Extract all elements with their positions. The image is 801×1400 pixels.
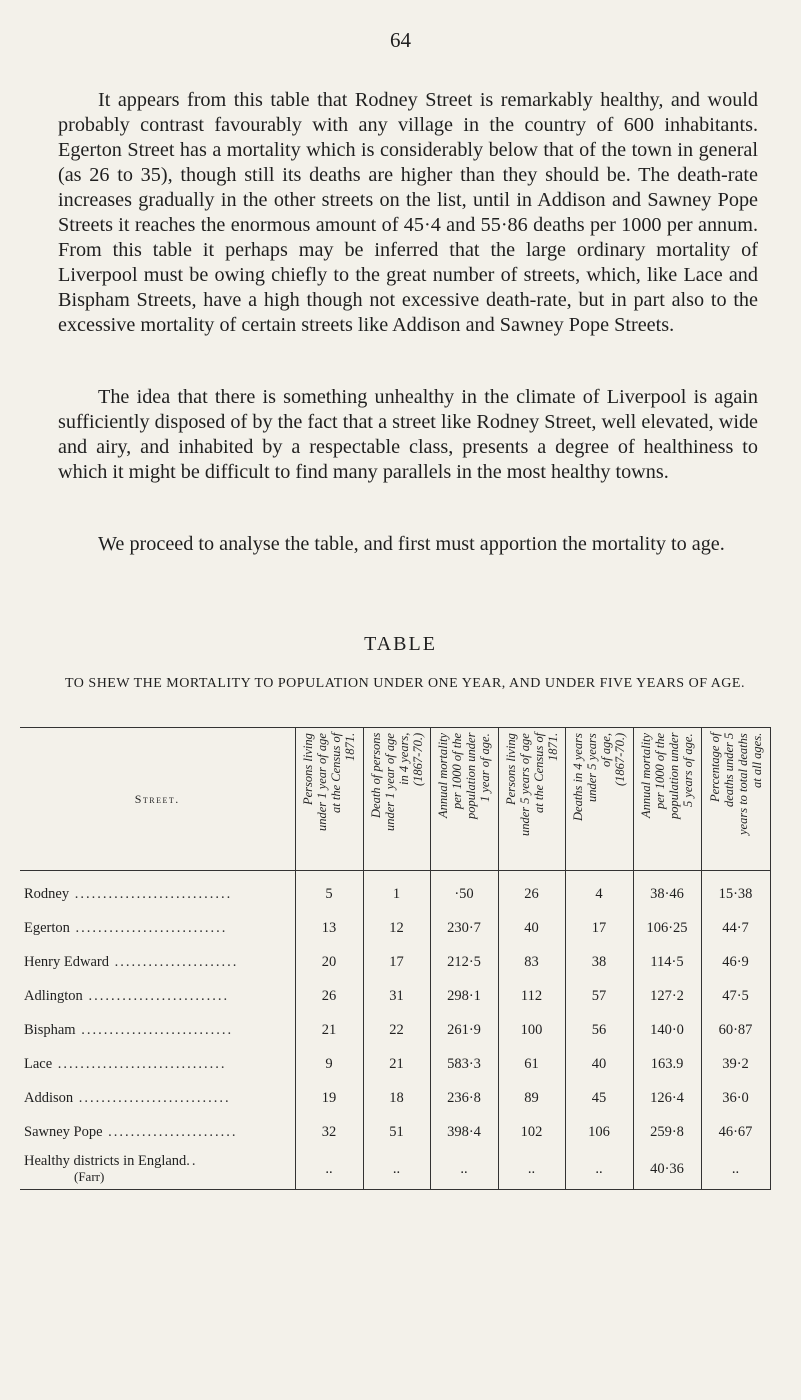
value-cell: 15·38 xyxy=(701,871,770,912)
value-cell: 44·7 xyxy=(701,911,770,945)
value-cell: 46·9 xyxy=(701,945,770,979)
value-cell: 102 xyxy=(498,1115,565,1149)
table-row xyxy=(20,1013,770,1047)
column-header-1: Persons living under 1 year of age at the Census of 1871. xyxy=(295,728,363,871)
value-cell: 398·4 xyxy=(430,1115,498,1149)
street-name-cell: Rodney ............................ xyxy=(24,885,233,902)
value-cell: 212·5 xyxy=(430,945,498,979)
value-cell: 100 xyxy=(498,1013,565,1047)
paragraph-2: The idea that there is something unhealthy in the climate of Liverpool is again sufficiently disposed of by the fact that a street like Rodney Street, well elevated, wide and airy, and inhabited by a respectable class, presents a degree of healthiness to which it might be difficult to find many parallels in the most healthy towns. xyxy=(58,386,758,483)
table-body xyxy=(20,871,770,1190)
street-name-cell: Sawney Pope ....................... xyxy=(24,1123,238,1140)
source-note: (Farr) xyxy=(74,1169,105,1184)
value-cell: 31 xyxy=(363,979,430,1013)
value-cell: .. xyxy=(498,1149,565,1190)
value-cell: 5 xyxy=(295,871,363,912)
value-cell: 22 xyxy=(363,1013,430,1047)
column-header-7: Percentage of deaths under 5 years to total deaths at all ages. xyxy=(701,728,770,871)
value-cell: 26 xyxy=(295,979,363,1013)
table-row xyxy=(20,979,770,1013)
value-cell: 40 xyxy=(498,911,565,945)
value-cell: 26 xyxy=(498,871,565,912)
value-cell: 38·46 xyxy=(633,871,701,912)
value-cell: 60·87 xyxy=(701,1013,770,1047)
value-cell: 40 xyxy=(565,1047,633,1081)
value-cell: 18 xyxy=(363,1081,430,1115)
value-cell: 112 xyxy=(498,979,565,1013)
value-cell: 39·2 xyxy=(701,1047,770,1081)
value-cell: 47·5 xyxy=(701,979,770,1013)
value-cell: 83 xyxy=(498,945,565,979)
value-cell: 261·9 xyxy=(430,1013,498,1047)
table-row xyxy=(20,945,770,979)
value-cell: 9 xyxy=(295,1047,363,1081)
value-cell: 57 xyxy=(565,979,633,1013)
value-cell: .. xyxy=(363,1149,430,1190)
value-cell: .. xyxy=(430,1149,498,1190)
value-cell: 19 xyxy=(295,1081,363,1115)
value-cell: 21 xyxy=(363,1047,430,1081)
value-cell: 17 xyxy=(565,911,633,945)
value-cell: 13 xyxy=(295,911,363,945)
value-cell: 38 xyxy=(565,945,633,979)
value-cell: 127·2 xyxy=(633,979,701,1013)
column-header-6: Annual mortality per 1000 of the population under 5 years of age. xyxy=(633,728,701,871)
table-row-healthy-districts xyxy=(20,1149,770,1190)
street-name-cell: Egerton ........................... xyxy=(24,919,228,936)
paragraph-1: It appears from this table that Rodney Street is remarkably healthy, and would probably contrast favourably with any village in the country of 600 inhabitants. Egerton Street has a mortality which is considerably below that of the town in general (as 26 to 35), though still its deaths are higher than they should be. The death-rate increases gradually in the other streets on the list, until in Addison and Sawney Pope Streets it reaches the enormous amount of 45·4 and 55·86 deaths per 1000 per annum. From this table it perhaps may be inferred that the large ordinary mortality of Liverpool must be owing chiefly to the great number of streets, which, like Lace and Bispham Streets, have a high though not excessive death-rate, but in part also to the excessive mortality of certain streets like Addison and Sawney Pope Streets. xyxy=(58,89,758,336)
value-cell: .. xyxy=(565,1149,633,1190)
value-cell: .. xyxy=(295,1149,363,1190)
street-name-cell: Healthy districts in England.. (Farr) xyxy=(20,1149,295,1190)
value-cell: 56 xyxy=(565,1013,633,1047)
value-cell: 114·5 xyxy=(633,945,701,979)
street-column-header: Street. xyxy=(20,728,295,871)
value-cell: 236·8 xyxy=(430,1081,498,1115)
value-cell: 51 xyxy=(363,1115,430,1149)
street-name-cell: Lace .............................. xyxy=(24,1055,227,1072)
column-header-2: Death of persons under 1 year of age in 4 years, (1867-70.) xyxy=(363,728,430,871)
column-header-3: Annual mortality per 1000 of the population under 1 year of age. xyxy=(430,728,498,871)
value-cell: 12 xyxy=(363,911,430,945)
value-cell: 106 xyxy=(565,1115,633,1149)
column-header-4: Persons living under 5 years of age at the Census of 1871. xyxy=(498,728,565,871)
value-cell: 46·67 xyxy=(701,1115,770,1149)
street-name-cell: Addison ........................... xyxy=(24,1089,231,1106)
value-cell: 259·8 xyxy=(633,1115,701,1149)
value-cell: 4 xyxy=(565,871,633,912)
value-cell: 298·1 xyxy=(430,979,498,1013)
value-cell: 40·36 xyxy=(633,1149,701,1190)
street-name-cell: Adlington ......................... xyxy=(24,987,230,1004)
value-cell: 1 xyxy=(363,871,430,912)
value-cell: 45 xyxy=(565,1081,633,1115)
paragraph-3: We proceed to analyse the table, and first must apportion the mortality to age. xyxy=(98,533,725,555)
value-cell: 126·4 xyxy=(633,1081,701,1115)
table-header-row xyxy=(20,728,770,871)
table-caption: TO SHEW THE MORTALITY TO POPULATION UNDER ONE YEAR, AND UNDER FIVE YEARS OF AGE. xyxy=(65,676,745,691)
value-cell: 89 xyxy=(498,1081,565,1115)
street-name-cell: Bispham ........................... xyxy=(24,1021,234,1038)
table-row xyxy=(20,871,770,912)
value-cell: ·50 xyxy=(430,871,498,912)
value-cell: 140·0 xyxy=(633,1013,701,1047)
column-header-5: Deaths in 4 years under 5 years of age, (1867-70.) xyxy=(565,728,633,871)
value-cell: 230·7 xyxy=(430,911,498,945)
page-number: 64 xyxy=(390,28,411,52)
mortality-table xyxy=(20,727,771,1190)
value-cell: .. xyxy=(701,1149,770,1190)
mortality-table-container xyxy=(20,727,770,1190)
value-cell: 163.9 xyxy=(633,1047,701,1081)
value-cell: 20 xyxy=(295,945,363,979)
value-cell: 21 xyxy=(295,1013,363,1047)
table-row xyxy=(20,911,770,945)
street-name-cell: Henry Edward ...................... xyxy=(24,953,239,970)
table-row xyxy=(20,1047,770,1081)
value-cell: 61 xyxy=(498,1047,565,1081)
value-cell: 32 xyxy=(295,1115,363,1149)
value-cell: 583·3 xyxy=(430,1047,498,1081)
table-row xyxy=(20,1115,770,1149)
table-heading: TABLE xyxy=(364,633,437,655)
value-cell: 17 xyxy=(363,945,430,979)
value-cell: 36·0 xyxy=(701,1081,770,1115)
table-row xyxy=(20,1081,770,1115)
value-cell: 106·25 xyxy=(633,911,701,945)
